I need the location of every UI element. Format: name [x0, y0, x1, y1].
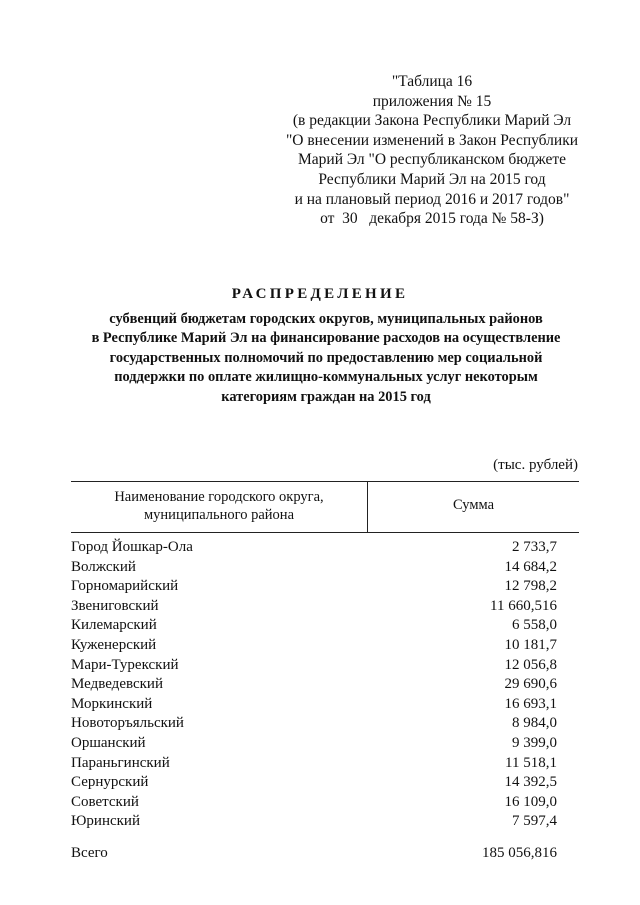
header-line: Республики Марий Эл на 2015 год — [318, 170, 546, 188]
table-row — [71, 538, 557, 558]
district-name: Город Йошкар-Ола — [71, 539, 193, 555]
column-header-name-line: Наименование городского округа, — [114, 489, 324, 505]
header-line: "Таблица 16 — [391, 73, 473, 90]
district-name: Куженерский — [71, 636, 157, 653]
district-name: Горномарийский — [71, 578, 179, 595]
district-name: Килемарский — [71, 617, 157, 634]
district-name: Моркинский — [71, 695, 153, 712]
table-row — [71, 714, 557, 734]
district-sum: 14 684,2 — [504, 558, 557, 575]
district-sum: 14 392,5 — [504, 774, 557, 791]
district-name: Советский — [71, 793, 139, 810]
subtitle-line: субвенций бюджетам городских округов, муниципальных районов — [109, 311, 543, 327]
district-name: Медведевский — [71, 676, 163, 693]
district-sum: 10 181,7 — [504, 636, 557, 653]
table-row — [71, 793, 557, 813]
units-label: (тыс. рублей) — [493, 457, 578, 473]
table-row — [71, 734, 557, 754]
district-sum: 7 597,4 — [512, 813, 557, 830]
table-row — [71, 656, 557, 676]
header-line: Марий Эл "О республиканском бюджете — [297, 151, 566, 169]
district-sum: 11 518,1 — [505, 754, 557, 771]
header-line: "О внесении изменений в Закон Республики — [285, 131, 579, 149]
district-sum: 16 693,1 — [504, 695, 557, 712]
district-name: Оршанский — [71, 734, 146, 751]
subtitle-line: в Республике Марий Эл на финансирование расходов на осуществление — [91, 330, 561, 347]
district-sum: 2 733,7 — [512, 539, 557, 555]
subtitle-line: государственных полномочий по предоставлению мер социальной — [109, 349, 543, 366]
header-line: и на плановый период 2016 и 2017 годов" — [294, 190, 570, 208]
table-header — [71, 481, 579, 533]
table-row — [71, 695, 557, 715]
appendix-header — [262, 72, 602, 229]
district-sum: 9 399,0 — [512, 734, 557, 751]
district-name: Мари-Турекский — [71, 656, 179, 673]
table-row — [71, 675, 557, 695]
district-name: Параньгинский — [71, 754, 170, 771]
column-header-name — [71, 488, 367, 524]
document-subtitle — [40, 310, 612, 407]
district-name: Юринский — [71, 813, 140, 830]
district-name: Волжский — [71, 558, 136, 575]
table-row — [71, 597, 557, 617]
district-sum: 11 660,516 — [490, 597, 557, 614]
total-value: 185 056,816 — [482, 845, 557, 861]
district-sum: 12 798,2 — [504, 578, 557, 595]
district-name: Звениговский — [71, 597, 159, 614]
subtitle-line: категориям граждан на 2015 год — [221, 388, 431, 405]
subtitle-line: поддержки по оплате жилищно-коммунальных услуг некоторым — [114, 369, 538, 386]
district-sum: 6 558,0 — [512, 617, 557, 634]
table-row — [71, 558, 557, 578]
header-line: от 30 декабря 2015 года № 58-З) — [320, 210, 544, 228]
table-row — [71, 754, 557, 774]
table-row — [71, 616, 557, 636]
table-row — [71, 636, 557, 656]
table-row — [71, 812, 557, 832]
table-body — [71, 538, 557, 832]
table-row — [71, 773, 557, 793]
district-sum: 8 984,0 — [512, 715, 557, 732]
table-total-row — [71, 843, 557, 863]
document-title: РАСПРЕДЕЛЕНИЕ — [231, 286, 409, 302]
district-name: Новоторъяльский — [71, 715, 184, 732]
column-header-sum: Сумма — [452, 497, 495, 513]
total-label: Всего — [71, 845, 108, 861]
header-line: приложения № 15 — [372, 92, 492, 110]
district-sum: 16 109,0 — [504, 793, 557, 810]
column-header-name-line: муниципального района — [144, 507, 294, 523]
table-row — [71, 577, 557, 597]
header-line: (в редакции Закона Республики Марий Эл — [292, 112, 572, 130]
district-sum: 29 690,6 — [504, 676, 557, 693]
district-sum: 12 056,8 — [504, 656, 557, 673]
district-name: Сернурский — [71, 774, 149, 791]
